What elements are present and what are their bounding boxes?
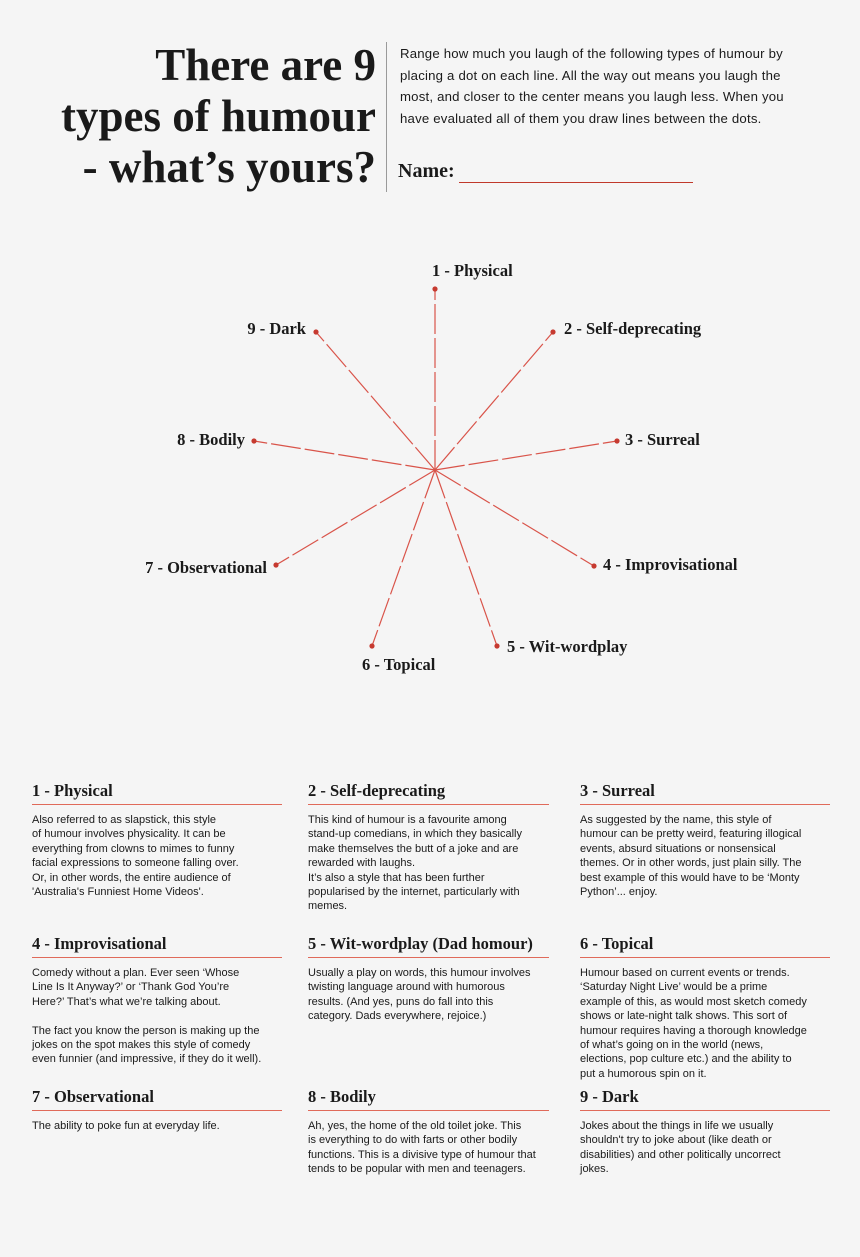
desc-text: As suggested by the name, this style of humour can be pretty weird, featuring illogical events, absurd situations or nonsensical themes. Or in other words, just plain silly. The best example of this would have to be ‘Monty Python’... enjoy. xyxy=(580,814,802,899)
axis-end-dot-bodily xyxy=(251,438,256,443)
desc-heading: 9 - Dark xyxy=(580,1086,830,1111)
desc-improvisational xyxy=(32,933,282,1067)
desc-dark xyxy=(580,1086,830,1177)
desc-heading: 7 - Observational xyxy=(32,1086,282,1111)
desc-text: Humour based on current events or trends. ‘Saturday Night Live’ would be a prime example of this, as would most sketch comedy shows or late-night talk shows. This sort of humour requires having a thorough knowledge of what’s going on in the world (news, elections, pop culture etc.) and the ability to put a humorous spin on it. xyxy=(580,967,807,1080)
axis-line-self-deprecating[interactable] xyxy=(435,332,553,470)
axis-line-topical[interactable] xyxy=(372,470,435,646)
axis-end-dot-topical xyxy=(369,643,374,648)
desc-heading: 8 - Bodily xyxy=(308,1086,549,1111)
desc-heading: 3 - Surreal xyxy=(580,780,830,805)
desc-heading: 2 - Self-deprecating xyxy=(308,780,549,805)
desc-heading: 4 - Improvisational xyxy=(32,933,282,958)
desc-text: Ah, yes, the home of the old toilet joke. This is everything to do with farts or other bodily functions. This is a divisive type of humour that tends to be popular with men and teenagers. xyxy=(308,1120,536,1176)
desc-text: Comedy without a plan. Ever seen ‘Whose Line Is It Anyway?’ or ‘Thank God You’re Here?’ That’s what we’re talking about. The fact you know the person is making up the jokes on the spot makes this style of comedy even funnier (and impressive, if they do it well). xyxy=(32,967,262,1066)
axis-line-surreal[interactable] xyxy=(435,441,617,470)
axis-label-observational: 7 - Observational xyxy=(145,558,267,577)
desc-observational xyxy=(32,1086,282,1133)
axis-label-bodily: 8 - Bodily xyxy=(177,430,245,449)
axis-label-improvisational: 4 - Improvisational xyxy=(603,555,738,574)
axis-label-dark: 9 - Dark xyxy=(247,319,306,338)
axis-end-dot-surreal xyxy=(614,438,619,443)
desc-heading: 1 - Physical xyxy=(32,780,282,805)
desc-text: Also referred to as slapstick, this style of humour involves physicality. It can be everything from clowns to mimes to funny facial expressions to someone falling over. Or, in other words, the entire audience of 'Australia's Funniest Home Videos'. xyxy=(32,814,239,899)
desc-text: The ability to poke fun at everyday life. xyxy=(32,1120,220,1132)
axis-line-bodily[interactable] xyxy=(254,441,435,470)
axis-line-dark[interactable] xyxy=(316,332,435,470)
desc-text: Jokes about the things in life we usually shouldn't try to joke about (like death or disabilities) and other politically uncorrect jokes. xyxy=(580,1120,781,1176)
axis-label-physical: 1 - Physical xyxy=(432,261,513,280)
axis-label-topical: 6 - Topical xyxy=(362,655,436,674)
desc-text: This kind of humour is a favourite among stand-up comedians, in which they basically make themselves the butt of a joke and are rewarded with laughs. It’s also a style that has been further popularised by the internet, particularly with memes. xyxy=(308,814,523,913)
desc-surreal xyxy=(580,780,830,899)
axis-end-dot-improvisational xyxy=(591,563,596,568)
desc-physical xyxy=(32,780,282,899)
desc-self-deprecating xyxy=(308,780,549,914)
title-line-2: types of humour xyxy=(60,91,376,141)
desc-topical xyxy=(580,933,830,1081)
axis-label-surreal: 3 - Surreal xyxy=(625,430,700,449)
instructions-text: Range how much you laugh of the following types of humour by placing a dot on each line. All the way out means you laugh the most, and closer to the center means you laugh less. When you have evaluated all of them you draw lines between the dots. xyxy=(400,46,784,126)
desc-heading: 5 - Wit-wordplay (Dad homour) xyxy=(308,933,549,958)
axis-label-wit-wordplay: 5 - Wit-wordplay xyxy=(507,637,628,656)
axis-label-self-deprecating: 2 - Self-deprecating xyxy=(564,319,702,338)
axis-end-dot-physical xyxy=(432,286,437,291)
axis-end-dot-dark xyxy=(313,329,318,334)
name-label: Name: xyxy=(398,160,455,182)
axis-end-dot-wit-wordplay xyxy=(494,643,499,648)
axis-line-improvisational[interactable] xyxy=(435,470,594,566)
axis-line-observational[interactable] xyxy=(276,470,435,565)
title-line-3: - what’s yours? xyxy=(82,142,376,192)
desc-wit-wordplay xyxy=(308,933,549,1024)
axis-end-dot-self-deprecating xyxy=(550,329,555,334)
desc-heading: 6 - Topical xyxy=(580,933,830,958)
desc-text: Usually a play on words, this humour involves twisting language around with humorous results. (And yes, puns do fall into this category. Dads everywhere, rejoice.) xyxy=(308,967,531,1023)
title-line-1: There are 9 xyxy=(155,40,376,90)
axis-end-dot-observational xyxy=(273,562,278,567)
desc-bodily xyxy=(308,1086,549,1177)
axis-line-wit-wordplay[interactable] xyxy=(435,470,497,646)
